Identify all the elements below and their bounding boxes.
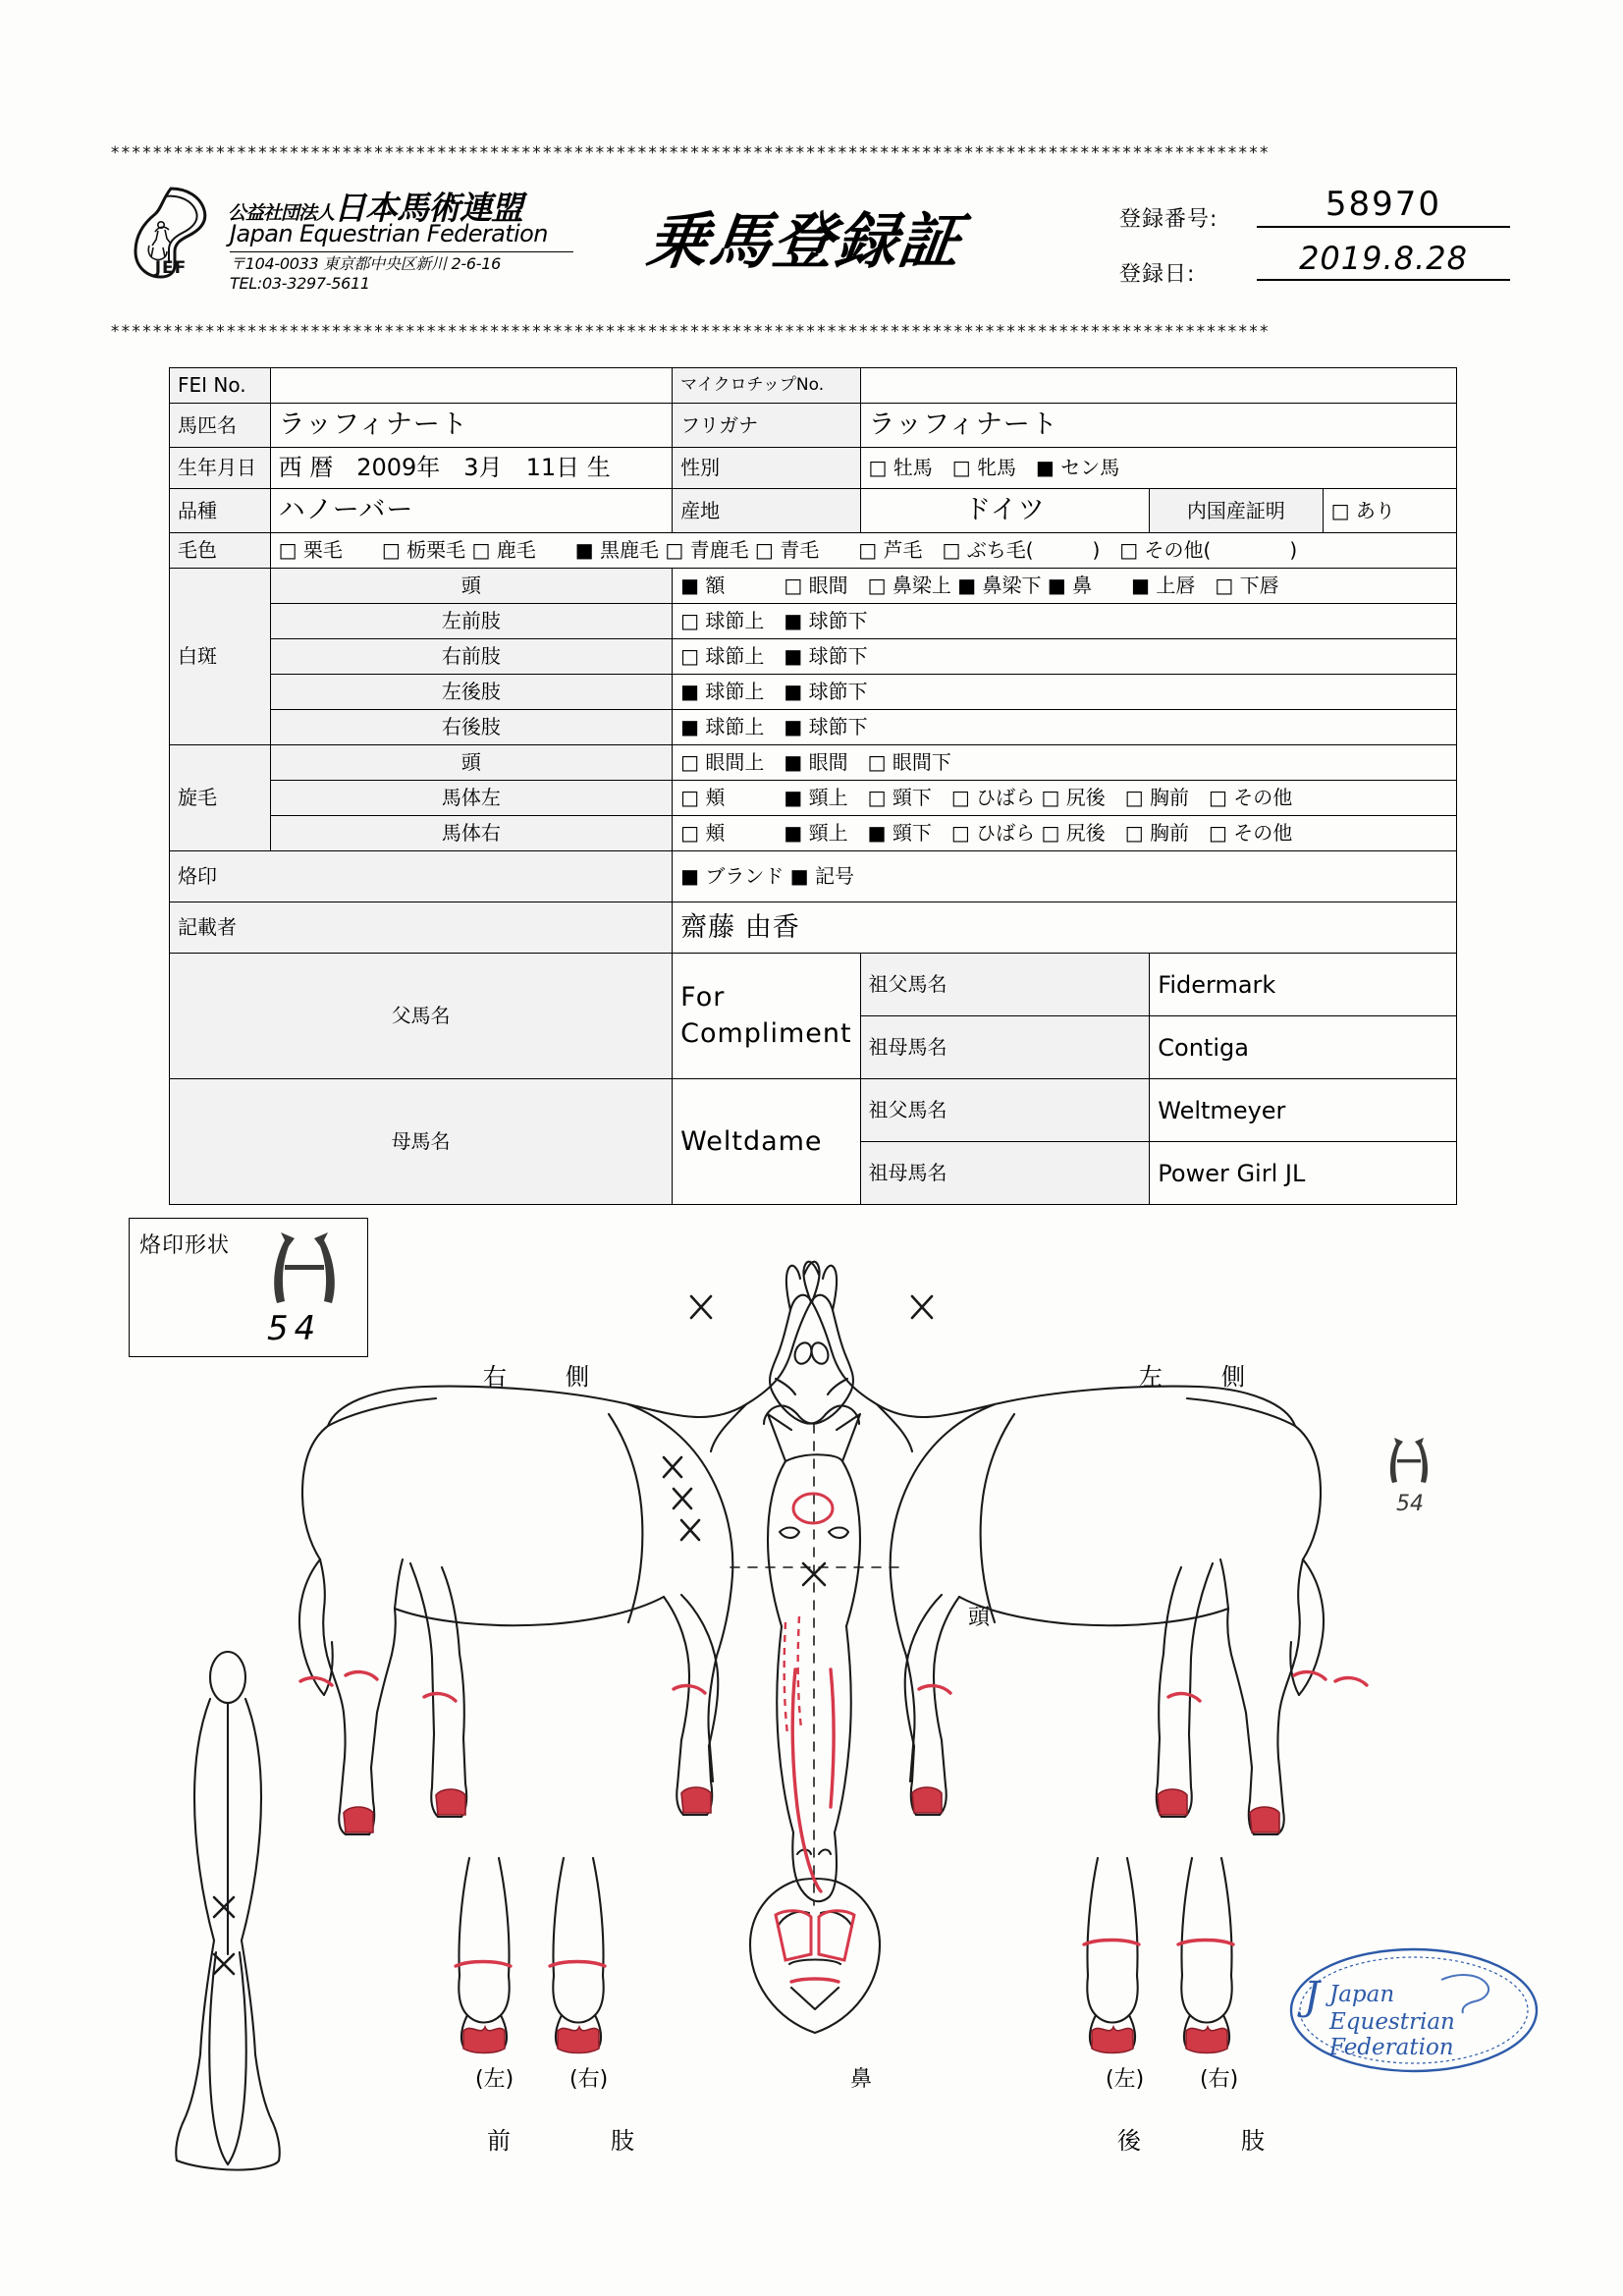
white-limb-options-right-hind[interactable]: ■ 球節上 ■ 球節下 bbox=[673, 710, 1457, 745]
hoof-markings bbox=[344, 1787, 1279, 2053]
coat-color-options[interactable]: □ 栗毛 □ 栃栗毛 □ 鹿毛 ■ 黒鹿毛 □ 青鹿毛 □ 青毛 □ 芦毛 □ ぶち毛( ) □ その他( ) bbox=[270, 533, 1456, 569]
stamp-line-federation: Federation bbox=[1329, 2035, 1454, 2060]
registration-number-label: 登録番号: bbox=[1119, 207, 1218, 232]
white-limb-options-right-front[interactable]: □ 球節上 ■ 球節下 bbox=[673, 639, 1457, 675]
horse-name-value[interactable]: ラッフィナート bbox=[270, 404, 673, 448]
horse-data-table bbox=[169, 367, 1457, 1205]
whorl-side-label-right: 馬体右 bbox=[270, 816, 673, 851]
white-limb-label-right-front: 右前肢 bbox=[270, 639, 673, 675]
head-guide-lines bbox=[730, 1424, 901, 1905]
birth-date-value[interactable]: 西 暦 2009年 3月 11日 生 bbox=[270, 448, 673, 488]
whorl-head-label: 頭 bbox=[270, 745, 673, 781]
decorative-star-rule-top: ************************************************************************************************************** bbox=[110, 145, 1270, 162]
white-head-options[interactable]: ■ 額 □ 眼間 □ 鼻梁上 ■ 鼻梁下 ■ 鼻 ■ 上唇 □ 下唇 bbox=[673, 569, 1457, 604]
organization-contact bbox=[230, 254, 501, 294]
horse-head-frontal bbox=[768, 1414, 860, 1901]
sire-value[interactable]: For Compliment bbox=[673, 954, 860, 1079]
brand-label: 烙印 bbox=[170, 851, 673, 902]
dam-grandsire-value[interactable]: Weltmeyer bbox=[1150, 1079, 1457, 1142]
sire-label: 父馬名 bbox=[170, 954, 673, 1079]
table-row-white-right-front bbox=[170, 639, 1457, 675]
brand-options[interactable]: ■ ブランド ■ 記号 bbox=[673, 851, 1457, 902]
table-row-breed-origin bbox=[170, 488, 1457, 532]
table-row-brand bbox=[170, 851, 1457, 902]
head-whorl-mark bbox=[803, 1563, 825, 1585]
front-left-label: (左) bbox=[475, 2067, 514, 2092]
table-row-whorl-head bbox=[170, 745, 1457, 781]
registration-number-value: 58970 bbox=[1257, 185, 1510, 228]
stamp-line-japan: Japan bbox=[1329, 1982, 1395, 2007]
svg-text:JEF: JEF bbox=[154, 258, 188, 278]
microchip-label: マイクロチップNo. bbox=[673, 368, 860, 404]
table-row-coat-color bbox=[170, 533, 1457, 569]
table-row-sire-grandsire bbox=[170, 954, 1457, 1016]
org-prefix: 公益社団法人 bbox=[228, 202, 335, 224]
whorl-side-options-left[interactable]: □ 頬 ■ 頸上 □ 頸下 □ ひばら □ 尻後 □ 胸前 □ その他 bbox=[673, 781, 1457, 816]
furigana-label: フリガナ bbox=[673, 404, 860, 448]
table-row-writer bbox=[170, 902, 1457, 954]
hind-right-label: (右) bbox=[1200, 2067, 1239, 2092]
hanoverian-brand-icon bbox=[255, 1225, 353, 1313]
nose-label: 鼻 bbox=[850, 2067, 873, 2092]
page-title: 乗馬登録証 bbox=[642, 205, 966, 277]
domestic-proof-value[interactable]: □ あり bbox=[1323, 488, 1456, 532]
stamp-line-equestrian: Equestrian bbox=[1329, 2009, 1455, 2035]
brand-number-on-horse: 54 bbox=[1396, 1492, 1424, 1516]
origin-value[interactable]: ドイツ bbox=[860, 488, 1150, 532]
registration-date-value: 2019.8.28 bbox=[1257, 240, 1510, 281]
organization-name-en: Japan Equestrian Federation bbox=[230, 220, 548, 247]
white-limb-label-right-hind: 右後肢 bbox=[270, 710, 673, 745]
brand-shape-label: 烙印形状 bbox=[139, 1233, 231, 1258]
table-row-white-left-hind bbox=[170, 675, 1457, 710]
origin-label: 産地 bbox=[673, 488, 860, 532]
head-label: 頭 bbox=[968, 1606, 991, 1630]
jef-official-stamp bbox=[1286, 1944, 1542, 2077]
organization-logo-block bbox=[126, 183, 587, 291]
org-divider bbox=[230, 251, 573, 252]
left-side-label: 左 側 bbox=[1139, 1363, 1263, 1391]
table-row-whorl-body-left bbox=[170, 781, 1457, 816]
sire-granddam-value[interactable]: Contiga bbox=[1150, 1016, 1457, 1079]
whorl-mark bbox=[664, 1296, 711, 1540]
white-marking-annotations bbox=[300, 1494, 1367, 1982]
coat-color-label: 毛色 bbox=[170, 533, 271, 569]
dam-grandsire-label: 祖父馬名 bbox=[860, 1079, 1150, 1142]
fei-no-value[interactable] bbox=[270, 368, 673, 404]
birth-date-label: 生年月日 bbox=[170, 448, 271, 488]
head-dashed-markings bbox=[784, 1616, 801, 1734]
dam-granddam-label: 祖母馬名 bbox=[860, 1142, 1150, 1205]
table-row-dam-grandsire bbox=[170, 1079, 1457, 1142]
table-row-fei bbox=[170, 368, 1457, 404]
breed-label: 品種 bbox=[170, 488, 271, 532]
whorl-side-options-right[interactable]: □ 頬 ■ 頸上 ■ 頸下 □ ひばら □ 尻後 □ 胸前 □ その他 bbox=[673, 816, 1457, 851]
organization-address: 〒104-0033 東京都中央区新川 2-6-16 bbox=[230, 254, 501, 273]
white-limb-label-left-hind: 左後肢 bbox=[270, 675, 673, 710]
sire-granddam-label: 祖母馬名 bbox=[860, 1016, 1150, 1079]
front-limb-label: 前 肢 bbox=[487, 2127, 652, 2155]
table-row-white-right-hind bbox=[170, 710, 1457, 745]
right-side-label: 右 側 bbox=[483, 1363, 607, 1391]
dam-label: 母馬名 bbox=[170, 1079, 673, 1205]
front-right-label: (右) bbox=[569, 2067, 609, 2092]
front-limbs-view bbox=[459, 1858, 603, 2051]
white-limb-label-left-front: 左前肢 bbox=[270, 604, 673, 639]
furigana-value[interactable]: ラッフィナート bbox=[860, 404, 1456, 448]
sire-grandsire-value[interactable]: Fidermark bbox=[1150, 954, 1457, 1016]
organization-tel: TEL:03-3297-5611 bbox=[230, 274, 370, 293]
horse-name-label: 馬匹名 bbox=[170, 404, 271, 448]
whorl-group-label: 旋毛 bbox=[170, 745, 271, 851]
sex-label: 性別 bbox=[673, 448, 860, 488]
registration-date-line bbox=[1119, 242, 1512, 297]
table-row-whorl-body-right bbox=[170, 816, 1457, 851]
white-head-label: 頭 bbox=[270, 569, 673, 604]
sex-options[interactable]: □ 牡馬 □ 牝馬 ■ セン馬 bbox=[860, 448, 1456, 488]
dam-value[interactable]: Weltdame bbox=[673, 1079, 860, 1205]
writer-value[interactable]: 齋藤 由香 bbox=[673, 902, 1457, 954]
nose-view bbox=[750, 1879, 880, 2033]
writer-label: 記載者 bbox=[170, 902, 673, 954]
domestic-proof-label: 内国産証明 bbox=[1150, 488, 1323, 532]
table-row-horse-name bbox=[170, 404, 1457, 448]
dam-granddam-value[interactable]: Power Girl JL bbox=[1150, 1142, 1457, 1205]
sire-grandsire-label: 祖父馬名 bbox=[860, 954, 1150, 1016]
top-view-whorl-marks bbox=[214, 1897, 234, 1974]
whorl-head-options[interactable]: □ 眼間上 ■ 眼間 □ 眼間下 bbox=[673, 745, 1457, 781]
horse-head-top-view bbox=[176, 1652, 280, 2170]
horse-figure-left-side bbox=[770, 1262, 1324, 1834]
org-name-jp: 日本馬術連盟 bbox=[334, 189, 523, 227]
fei-no-label: FEI No. bbox=[170, 368, 271, 404]
horse-figure-right-side bbox=[299, 1262, 853, 1834]
table-row-birth-sex bbox=[170, 448, 1457, 488]
registration-number-line bbox=[1119, 187, 1512, 242]
table-row-white-head bbox=[170, 569, 1457, 604]
decorative-star-rule-bottom: ************************************************************************************************************** bbox=[110, 324, 1270, 341]
white-limb-options-left-front[interactable]: □ 球節上 ■ 球節下 bbox=[673, 604, 1457, 639]
brand-shape-number: 54 bbox=[267, 1309, 322, 1348]
brand-mark-on-horse bbox=[1390, 1438, 1428, 1483]
brand-shape-box bbox=[129, 1218, 368, 1357]
hind-limb-label: 後 肢 bbox=[1117, 2127, 1282, 2155]
hind-limbs-view bbox=[1087, 1858, 1231, 2051]
whorl-side-label-left: 馬体左 bbox=[270, 781, 673, 816]
hind-left-label: (左) bbox=[1106, 2067, 1145, 2092]
breed-value[interactable]: ハノーバー bbox=[270, 488, 673, 532]
microchip-value[interactable] bbox=[860, 368, 1456, 404]
registration-date-label: 登録日: bbox=[1119, 262, 1196, 287]
svg-text:J: J bbox=[1304, 1974, 1321, 2019]
table-row-white-left-front bbox=[170, 604, 1457, 639]
registration-number-block bbox=[1119, 187, 1512, 297]
jef-logo-icon bbox=[126, 185, 216, 283]
white-marking-group-label: 白斑 bbox=[170, 569, 271, 745]
white-limb-options-left-hind[interactable]: ■ 球節上 ■ 球節下 bbox=[673, 675, 1457, 710]
